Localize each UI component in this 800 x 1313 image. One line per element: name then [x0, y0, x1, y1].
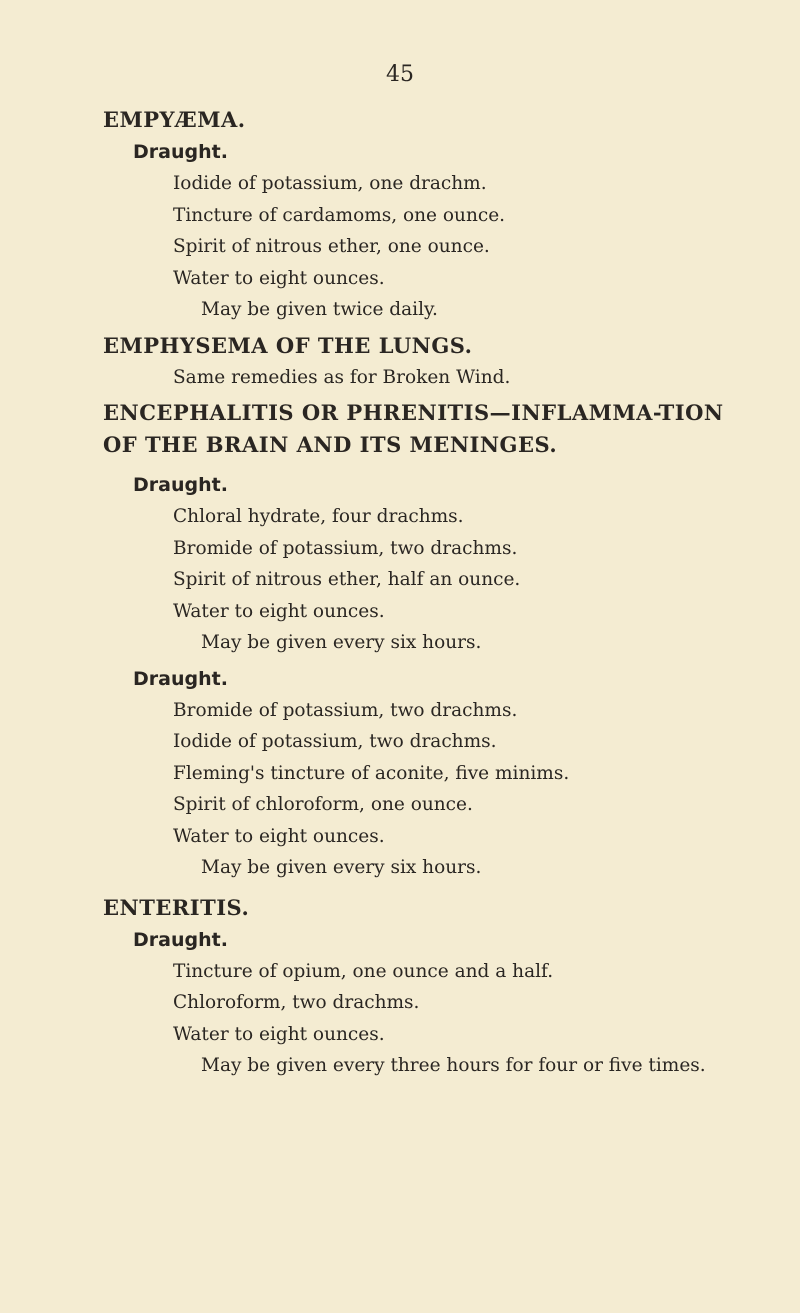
dosage-note: May be given every six hours. — [201, 632, 482, 653]
ingredient-line: Chloroform, two drachms. — [173, 992, 420, 1013]
section-heading-text: ENCEPHALITIS OR PHRENITIS—INFLAMMA-TION OF THE BRAIN AND ITS MENINGES. — [103, 400, 724, 457]
ingredient-line: Bromide of potassium, two drachms. — [173, 537, 518, 559]
ingredient-line: Water to eight ounces. — [173, 825, 385, 847]
ingredient-line: Spirit of chloroform, one ounce. — [173, 794, 473, 815]
page-number: 45 — [386, 62, 414, 87]
ingredient-line: Water to eight ounces. — [173, 600, 385, 622]
ingredient-line: Fleming's tincture of aconite, five minims. — [173, 762, 570, 784]
draught-label: Draught. — [133, 667, 228, 690]
section-encephalitis — [103, 397, 783, 884]
dosage-note: May be given every three hours for four or five times. — [201, 1055, 706, 1076]
section-heading: EMPHYSEMA OF THE LUNGS. — [103, 332, 473, 358]
ingredient-line: Iodide of potassium, one drachm. — [173, 173, 487, 194]
ingredient-line: Spirit of nitrous ether, one ounce. — [173, 236, 490, 257]
section-emphysema — [103, 330, 783, 394]
page-content — [103, 104, 783, 1082]
ingredient-line: Bromide of potassium, two drachms. — [173, 699, 518, 721]
section-heading — [103, 397, 783, 461]
section-heading: ENTERITIS. — [103, 894, 250, 920]
draught-label: Draught. — [133, 928, 228, 951]
ingredient-line: Chloral hydrate, four drachms. — [173, 506, 464, 527]
section-enteritis — [103, 892, 783, 1082]
section-heading: EMPYÆMA. — [103, 107, 246, 132]
ingredient-line: Tincture of opium, one ounce and a half. — [173, 960, 554, 982]
ingredient-line: Iodide of potassium, two drachms. — [173, 731, 497, 752]
ingredient-line: Spirit of nitrous ether, half an ounce. — [173, 569, 521, 590]
ingredient-line: Water to eight ounces. — [173, 267, 385, 289]
draught-label: Draught. — [133, 474, 228, 496]
draught-label: Draught. — [133, 141, 228, 163]
dosage-note: May be given every six hours. — [201, 857, 482, 878]
dosage-note: May be given twice daily. — [201, 299, 438, 320]
remedy-text: Same remedies as for Broken Wind. — [173, 366, 511, 388]
ingredient-line: Tincture of cardamoms, one ounce. — [173, 204, 506, 226]
section-empyaema — [103, 104, 783, 326]
ingredient-line: Water to eight ounces. — [173, 1023, 385, 1045]
